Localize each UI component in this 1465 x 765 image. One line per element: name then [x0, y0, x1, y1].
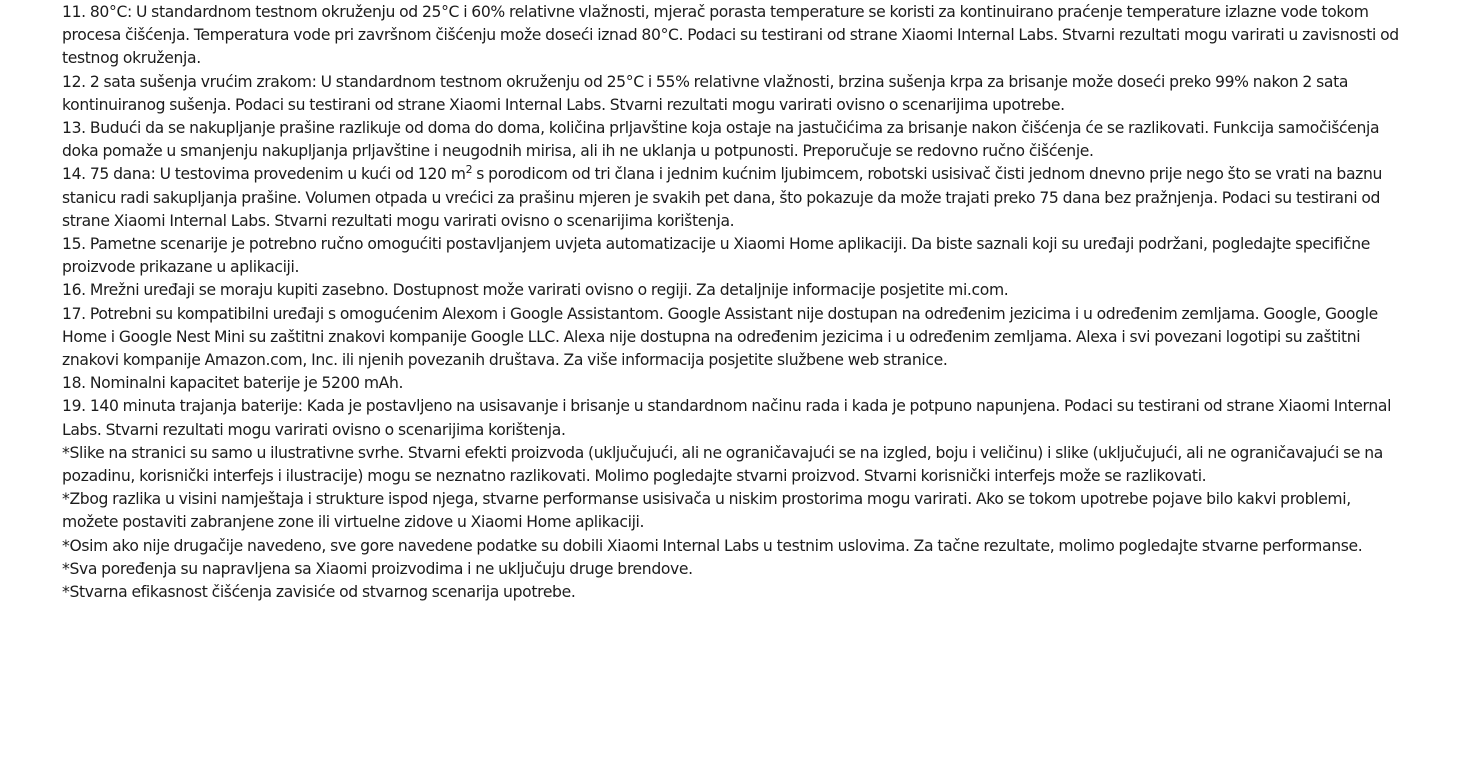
footnote-13: 13. Budući da se nakupljanje prašine razlikuje od doma do doma, količina prljavštine koja ostaje na jastučićima za brisanje nakon čišćenja će se razlikovati. Funkcija samočišćenja doka pomaže u smanjenju nakupljanja prljavštine i neugodnih mirisa, ali ih ne uklanja u potpunosti. Preporučuje se redovno ručno čišćenje. [62, 119, 1380, 161]
disclaimer-efficiency: *Stvarna efikasnost čišćenja zavisiće od stvarnog scenarija upotrebe. [62, 583, 576, 602]
footnote-16: 16. Mrežni uređaji se moraju kupiti zasebno. Dostupnost može varirati ovisno o regiji. Za detaljnije informacije posjetite mi.com. [62, 281, 1009, 300]
footnote-12: 12. 2 sata sušenja vrućim zrakom: U standardnom testnom okruženju od 25°C i 55% relativne vlažnosti, brzina sušenja krpa za brisanje može doseći preko 99% nakon 2 sata kontinuiranog sušenja. Podaci su testirani od strane Xiaomi Internal Labs. Stvarni rezultati mogu varirati ovisno o scenarijima upotrebe. [62, 72, 1349, 114]
disclaimer-furniture: *Zbog razlika u visini namještaja i strukture ispod njega, stvarne performanse usisivača u niskim prostorima mogu varirati. Ako se tokom upotrebe pojave bilo kakvi problemi, možete postaviti zabranjene zone ili virtuelne zidove u Xiaomi Home aplikaciji. [62, 490, 1351, 532]
footnote-17: 17. Potrebni su kompatibilni uređaji s omogućenim Alexom i Google Assistantom. Google Assistant nije dostupan na određenim jezicima i u određenim zemljama. Google, Google Home i Google Nest Mini su zaštitni znakovi kompanije Google LLC. Alexa nije dostupna na određenim jezicima i u određenim zemljama. Alexa i svi povezani logotipi su zaštitni znakovi kompanije Amazon.com, Inc. ili njenih povezanih društava. Za više informacija posjetite službene web stranice. [62, 304, 1378, 370]
footnote-14 [62, 163, 1407, 233]
disclaimer-comparisons: *Sva poređenja su napravljena sa Xiaomi proizvodima i ne uključuju druge brendove. [62, 559, 693, 578]
footnote-19: 19. 140 minuta trajanja baterije: Kada je postavljeno na usisavanje i brisanje u standardnom načinu rada i kada je potpuno napunjena. Podaci su testirani od strane Xiaomi Internal Labs. Stvarni rezultati mogu varirati ovisno o scenarijima korištenja. [62, 397, 1392, 439]
footnote-14-text-end: s porodicom od tri člana i jednim kućnim ljubimcem, robotski usisivač čisti jednom dnevno prije nego što se vrati na baznu stanicu radi sakupljanja prašine. Volumen otpada u vrećici za prašinu mjeren je svakih pet dana, što pokazuje da može trajati preko 75 dana bez pražnjenja. Podaci su testirani od strane Xiaomi Internal Labs. Stvarni rezultati mogu varirati ovisno o scenarijima korištenja. [62, 165, 1383, 230]
footnotes-section [62, 1, 1407, 604]
footnote-14-text-start: 14. 75 dana: U testovima provedenim u kući od 120 m [62, 165, 466, 184]
footnote-15: 15. Pametne scenarije je potrebno ručno omogućiti postavljanjem uvjeta automatizacije u Xiaomi Home aplikaciji. Da biste saznali koji su uređaji podržani, pogledajte specifične proizvode prikazane u aplikaciji. [62, 235, 1370, 277]
square-meter-superscript: 2 [465, 163, 473, 177]
disclaimer-images: *Slike na stranici su samo u ilustrativne svrhe. Stvarni efekti proizvoda (uključujući, ali ne ograničavajući se na izgled, boju i veličinu) i slike (uključujući, ali ne ograničavajući se na pozadinu, korisnički interfejs i ilustracije) mogu se neznatno razlikovati. Molimo pogledajte stvarni proizvod. Stvarni korisnički interfejs može se razlikovati. [62, 443, 1383, 486]
footnote-18: 18. Nominalni kapacitet baterije je 5200 mAh. [62, 374, 404, 393]
footnote-11: 11. 80°C: U standardnom testnom okruženju od 25°C i 60% relativne vlažnosti, mjerač porasta temperature se koristi za kontinuirano praćenje temperature izlazne vode tokom procesa čišćenja. Temperatura vode pri završnom čišćenju može doseći iznad 80°C. Podaci su testirani od strane Xiaomi Internal Labs. Stvarni rezultati mogu varirati u zavisnosti od testnog okruženja. [62, 3, 1399, 68]
disclaimer-test-data: *Osim ako nije drugačije navedeno, sve gore navedene podatke su dobili Xiaomi Internal Labs u testnim uslovima. Za tačne rezultate, molimo pogledajte stvarne performanse. [62, 536, 1363, 555]
